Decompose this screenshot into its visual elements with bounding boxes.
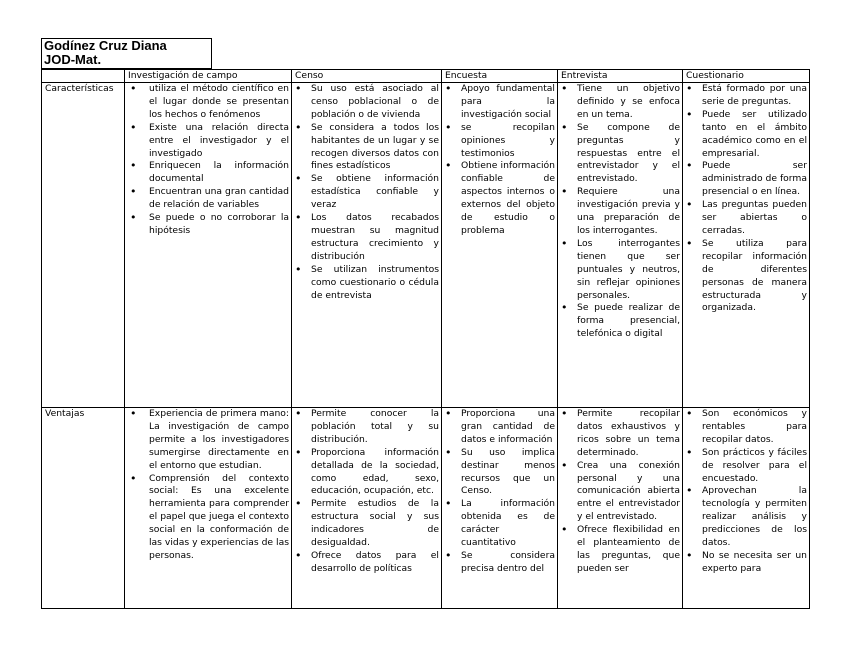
list-item: • Su uso implica destinar menos recursos que un Censo.: [444, 447, 555, 499]
list-item: • Requiere una investigación previa y una preparación de los interrogantes.: [560, 186, 680, 238]
list-item: • Encuentran una gran cantidad de relación de variables: [127, 186, 289, 212]
list-item: • Comprensión del contexto social: Es una excelente herramienta para comprender el papel que juega el contexto social en la conformación de las vidas y experiencias de las personas.: [127, 473, 289, 563]
list-item: • Proporciona una gran cantidad de datos e información: [444, 408, 555, 447]
list-item: • Se utilizan instrumentos como cuestionario o cédula de entrevista: [294, 264, 439, 303]
cell-ventajas-entrevista: [558, 408, 683, 609]
cell-ventajas-encuesta: [442, 408, 558, 609]
list-item: • Se utiliza para recopilar información de diferentes personas de manera estructurada y organizada.: [685, 238, 807, 315]
list-item: • Los datos recabados muestran su magnitud estructura crecimiento y distribución: [294, 212, 439, 264]
list-item: • Tiene un objetivo definido y se enfoca en un tema.: [560, 83, 680, 122]
list-item: • Son económicos y rentables para recopilar datos.: [685, 408, 807, 447]
list-item: • Apoyo fundamental para la investigación social: [444, 83, 555, 122]
list-item: • Se obtiene información estadística confiable y veraz: [294, 173, 439, 212]
cell-caracteristicas-encuesta: [442, 83, 558, 408]
list-item: • Existe una relación directa entre el investigador y el investigado: [127, 122, 289, 161]
comparison-table: [41, 69, 810, 609]
list-item: • Se compone de preguntas y respuestas entre el entrevistador y el entrevistado.: [560, 122, 680, 187]
list-item: • Permite estudios de la estructura social y sus indicadores de desigualdad.: [294, 498, 439, 550]
list-item: • Las preguntas pueden ser abiertas o cerradas.: [685, 199, 807, 238]
list-item: • Experiencia de primera mano: La investigación de campo permite a los investigadores sumergirse directamente en el entorno que estudian.: [127, 408, 289, 473]
header-entrevista: Entrevista: [558, 70, 683, 83]
row-label-ventajas: Ventajas: [42, 408, 125, 609]
list-item: • Su uso está asociado al censo poblacional o de población o de vivienda: [294, 83, 439, 122]
header-encuesta: Encuesta: [442, 70, 558, 83]
list-item: • Está formado por una serie de preguntas.: [685, 83, 807, 109]
list-item: • Son prácticos y fáciles de resolver para el encuestado.: [685, 447, 807, 486]
list-item: • Permite recopilar datos exhaustivos y ricos sobre un tema determinado.: [560, 408, 680, 460]
author-header-box: [41, 38, 212, 69]
list-item: • Proporciona información detallada de la sociedad, como edad, sexo, educación, ocupación, etc.: [294, 447, 439, 499]
list-item: • se recopilan opiniones y testimonios: [444, 122, 555, 161]
list-item: • No se necesita ser un experto para: [685, 550, 807, 576]
list-item: • utiliza el método científico en el lugar donde se presentan los hechos o fenómenos: [127, 83, 289, 122]
cell-caracteristicas-censo: [292, 83, 442, 408]
cell-ventajas-investigacion: [125, 408, 292, 609]
header-censo: Censo: [292, 70, 442, 83]
list-item: • Se puede o no corroborar la hipótesis: [127, 212, 289, 238]
cell-ventajas-cuestionario: [683, 408, 810, 609]
list-item: • La información obtenida es de carácter cuantitativo: [444, 498, 555, 550]
cell-ventajas-censo: [292, 408, 442, 609]
list-item: • Puede ser administrado de forma presencial o en línea.: [685, 160, 807, 199]
row-label-caracteristicas: Características: [42, 83, 125, 408]
list-item: • Ofrece flexibilidad en el planteamiento de las preguntas, que pueden ser: [560, 524, 680, 576]
list-item: • Obtiene información confiable de aspectos internos o externos del objeto de estudio o problema: [444, 160, 555, 237]
list-item: • Aprovechan la tecnología y permiten realizar análisis y predicciones de los datos.: [685, 485, 807, 550]
list-item: • Los interrogantes tienen que ser puntuales y neutros, sin reflejar opiniones personales.: [560, 238, 680, 303]
list-item: • Puede ser utilizado tanto en el ámbito académico como en el empresarial.: [685, 109, 807, 161]
table-row: [42, 408, 810, 609]
list-item: • Permite conocer la población total y su distribución.: [294, 408, 439, 447]
table-header-row: [42, 70, 810, 83]
header-cuestionario: Cuestionario: [683, 70, 810, 83]
cell-caracteristicas-entrevista: [558, 83, 683, 408]
table-row: [42, 83, 810, 408]
author-name: Godínez Cruz Diana: [44, 38, 167, 53]
list-item: • Ofrece datos para el desarrollo de políticas: [294, 550, 439, 576]
header-cell-empty: [42, 70, 125, 83]
header-investigacion-de-campo: Investigación de campo: [125, 70, 292, 83]
list-item: • Se considera a todos los habitantes de un lugar y se recogen diversos datos con fines estadísticos: [294, 122, 439, 174]
list-item: • Crea una conexión personal y una comunicación abierta entre el entrevistador y el entrevistado.: [560, 460, 680, 525]
cell-caracteristicas-investigacion: [125, 83, 292, 408]
list-item: • Se puede realizar de forma presencial, telefónica o digital: [560, 302, 680, 341]
cell-caracteristicas-cuestionario: [683, 83, 810, 408]
list-item: • Enriquecen la información documental: [127, 160, 289, 186]
list-item: • Se considera precisa dentro del: [444, 550, 555, 576]
course-label: JOD-Mat.: [44, 52, 102, 67]
